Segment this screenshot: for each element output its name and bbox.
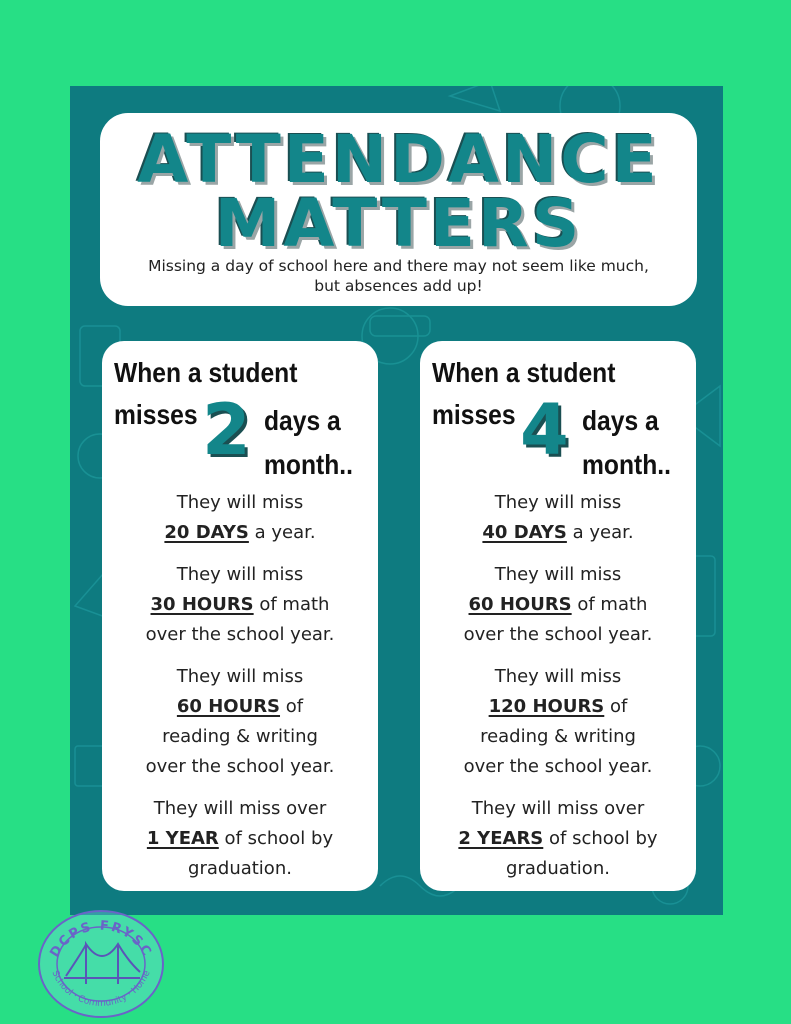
stat-prefix: They will miss over (471, 798, 645, 819)
poster-title-line-1: ATTENDANCE (137, 121, 660, 198)
stat-prefix: They will miss (494, 564, 622, 585)
stat-yearly-days (420, 488, 696, 548)
days-number: 4 (520, 389, 569, 471)
stat-suffix: a year. (248, 522, 316, 543)
stat-highlight: 30 HOURS (150, 594, 254, 615)
stat-suffix: of school by (218, 828, 334, 849)
stat-graduation (420, 794, 696, 884)
stat-prefix: They will miss over (153, 798, 327, 819)
stat-line: graduation. (506, 858, 610, 879)
stat-suffix: of math (571, 594, 648, 615)
stat-highlight: 20 DAYS (164, 522, 249, 543)
card-heading-line-1: When a student (432, 357, 616, 388)
stat-line: over the school year. (463, 756, 653, 777)
stat-yearly-days (102, 488, 378, 548)
stat-math-hours (102, 560, 378, 650)
seal-bottom-text: School · Community · Home (49, 969, 153, 1009)
card-heading-month: month.. (582, 449, 671, 480)
card-heading-line-1: When a student (114, 357, 298, 388)
stat-highlight: 1 YEAR (146, 828, 219, 849)
poster-title-line-2: MATTERS (214, 185, 583, 262)
seal-top-text: DCPS FRYSC (47, 918, 155, 961)
attendance-poster (70, 86, 723, 915)
stat-graduation (102, 794, 378, 884)
subtitle-line-1: Missing a day of school here and there may not seem like much, (148, 257, 649, 275)
stat-highlight: 120 HOURS (488, 696, 605, 717)
card-heading-misses: misses (114, 399, 198, 430)
four-days-card (420, 341, 696, 891)
stat-prefix: They will miss (494, 492, 622, 513)
stat-highlight: 60 HOURS (468, 594, 572, 615)
stat-reading-hours (420, 662, 696, 782)
card-heading-days: days a (264, 405, 341, 436)
subtitle-line-2: but absences add up! (314, 277, 483, 295)
stat-suffix: of math (253, 594, 330, 615)
stat-highlight: 60 HOURS (176, 696, 281, 717)
stat-math-hours (420, 560, 696, 650)
poster-subtitle (110, 256, 687, 296)
frysc-seal-logo (36, 906, 166, 1018)
card-heading-month: month.. (264, 449, 353, 480)
card-heading-days: days a (582, 405, 659, 436)
two-days-card (102, 341, 378, 891)
stat-reading-hours (102, 662, 378, 782)
stat-line: over the school year. (145, 756, 335, 777)
header-card (100, 113, 697, 306)
stat-line: reading & writing (162, 726, 318, 747)
stat-suffix: of (604, 696, 628, 717)
stat-line: reading & writing (480, 726, 636, 747)
card-heading-misses: misses (432, 399, 516, 430)
stat-prefix: They will miss (176, 666, 304, 687)
stat-line: over the school year. (463, 624, 653, 645)
days-number: 2 (202, 389, 251, 471)
stat-line: over the school year. (145, 624, 335, 645)
stat-line: graduation. (188, 858, 292, 879)
stat-prefix: They will miss (176, 564, 304, 585)
stat-prefix: They will miss (494, 666, 622, 687)
stat-suffix: of (280, 696, 304, 717)
stat-highlight: 2 YEARS (458, 828, 544, 849)
stat-highlight: 40 DAYS (482, 522, 567, 543)
stat-suffix: of school by (543, 828, 658, 849)
stat-suffix: a year. (566, 522, 634, 543)
stat-prefix: They will miss (176, 492, 304, 513)
